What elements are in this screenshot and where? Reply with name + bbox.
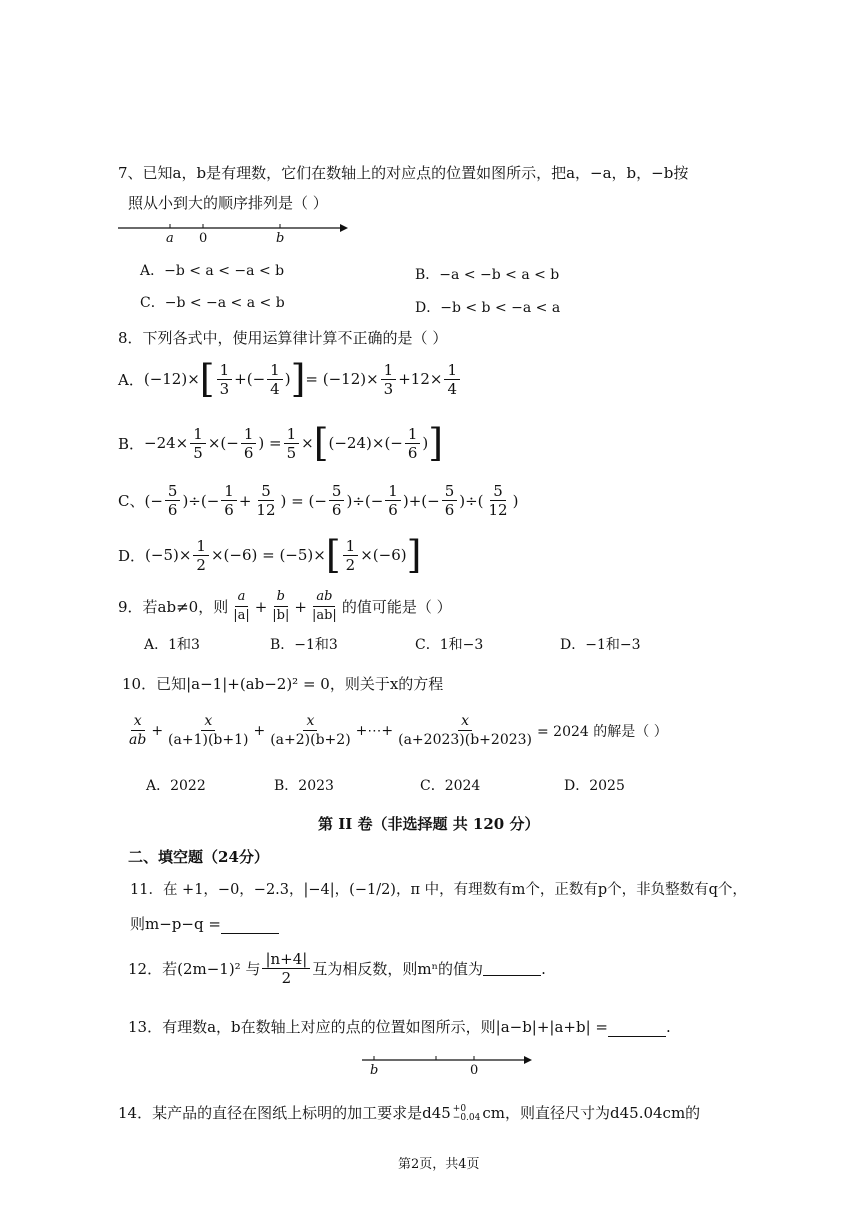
q8-label-b: B． xyxy=(118,434,145,453)
q10-option-c: C．2024 xyxy=(420,778,481,794)
q13-answer-blank[interactable] xyxy=(608,1022,666,1037)
part2-title: 第 II 卷（非选择题 共 120 分） xyxy=(318,815,540,833)
q7-label-0: 0 xyxy=(199,231,208,246)
q9-stem: 9．若ab≠0，则 $\frac{a}{|a|}$ + $\frac{b}{|b|}$ + $\frac{ab}{|ab|}$ 的值可能是（ ） xyxy=(118,589,452,623)
q9-option-c: C．1和−3 xyxy=(415,637,484,653)
q10-option-a: A．2022 xyxy=(146,778,206,794)
q9-option-b: B．−1和3 xyxy=(270,637,338,653)
q8-label-d: D． xyxy=(118,546,146,565)
q7-option-d: D．−b < b < −a < a xyxy=(415,300,561,316)
q12-stem: 12．若(2m−1)² 与 $\frac{|n+4|}{2}$ 互为相反数，则mⁿ的值为 . xyxy=(128,950,546,987)
q11-stem-line2 xyxy=(130,913,279,934)
q14-stem-text: 14．某产品的直径在图纸上标明的加工要求是d45 xyxy=(118,1104,451,1122)
q14-tolerance-lower: −0.04 xyxy=(452,1113,481,1123)
q7-option-a: A．−b < a < −a < b xyxy=(140,263,285,279)
q13-label-b: b xyxy=(370,1063,379,1078)
q11-answer-blank[interactable] xyxy=(221,919,279,934)
q8-option-c: C、 (− $\frac{5}{6}$ )÷(− $\frac{1}{6}$ + $\frac{5}{12}$ ) = (− $\frac{5}{6}$ )÷(− $\frac{1}{6}$ )+(− $\frac{5}{6}$ )÷( $\frac{5}{12}$ ) xyxy=(118,482,519,519)
q7-option-c: C．−b < −a < a < b xyxy=(140,295,285,311)
q7-label-a: a xyxy=(166,231,174,246)
q10-option-b: B．2023 xyxy=(274,778,334,794)
q13-stem: 13．有理数a，b在数轴上对应的点的位置如图所示，则|a−b|+|a+b| = . xyxy=(128,1018,671,1036)
q14-stem xyxy=(118,1102,700,1123)
q10-equation: $\frac{x}{ab}$ + $\frac{x}{(a+1)(b+1)}$ + $\frac{x}{(a+2)(b+2)}$ +⋯+ $\frac{x}{(a+2023)(b+2023)}$ = 2024 的解是（ ） xyxy=(129,713,668,748)
q13-stem-text: 13．有理数a，b在数轴上对应的点的位置如图所示，则|a−b|+|a+b| = xyxy=(128,1018,608,1036)
q13-axis-arrow xyxy=(524,1056,532,1064)
q7-label-b: b xyxy=(276,231,285,246)
q8-option-a: A． (−12)× [ $\frac{1}{3}$ +(− $\frac{1}{4}$ ) ] = (−12)× $\frac{1}{3}$ +12× $\frac{1}{4}$ xyxy=(118,360,462,398)
q14-stem-unit: cm，则直径尺寸为d45.04cm的 xyxy=(482,1104,701,1122)
q8-stem: 8．下列各式中，使用运算律计算不正确的是（ ） xyxy=(118,329,448,347)
q8-option-d: D． (−5)× $\frac{1}{2}$ ×(−6) = (−5)× [ $\frac{1}{2}$ ×(−6) ] xyxy=(118,533,422,577)
q12-stem-post: 互为相反数，则mⁿ的值为 xyxy=(312,960,484,978)
q8-option-b: B． −24× $\frac{1}{5}$ ×(− $\frac{1}{6}$ ) = $\frac{1}{5}$ × [ (−24)×(− $\frac{1}{6}$ ) ] xyxy=(118,421,444,465)
q13-label-0: 0 xyxy=(470,1063,479,1078)
q10-stem: 10．已知|a−1|+(ab−2)² = 0，则关于x的方程 xyxy=(122,675,444,693)
q10-equation-tail: = 2024 的解是（ ） xyxy=(537,723,668,740)
q9-stem-post: 的值可能是（ ） xyxy=(341,598,452,616)
q8-label-c: C、 xyxy=(118,492,145,510)
section2-heading: 二、填空题（24分） xyxy=(128,848,269,866)
q9-option-a: A．1和3 xyxy=(144,637,200,653)
q9-stem-pre: 9．若ab≠0，则 xyxy=(118,598,229,616)
q11-stem-line2-text: 则m−p−q = xyxy=(130,915,221,933)
page-footer: 第2页，共4页 xyxy=(398,1157,480,1172)
q7-option-b: B．−a < −b < a < b xyxy=(415,267,560,283)
q9-option-d: D．−1和−3 xyxy=(560,637,641,653)
q7-axis-arrow xyxy=(340,224,348,232)
q14-tolerance-upper: +0 xyxy=(452,1104,467,1114)
q7-number-line xyxy=(118,218,348,252)
q8-label-a: A． xyxy=(118,370,144,389)
q13-number-line xyxy=(362,1050,532,1070)
q12-answer-blank[interactable] xyxy=(483,961,541,976)
q12-stem-pre: 12．若(2m−1)² 与 xyxy=(128,960,261,978)
q7-stem-line1: 7、已知a，b是有理数，它们在数轴上的对应点的位置如图所示，把a，−a，b，−b按 xyxy=(118,164,689,182)
q7-stem-line2: 照从小到大的顺序排列是（ ） xyxy=(128,194,328,212)
q10-option-d: D．2025 xyxy=(564,778,625,794)
q11-stem-line1: 11．在 +1，−0，−2.3，|−4|，(−1/2)，π 中，有理数有m个，正数有p个，非负整数有q个， xyxy=(130,882,747,898)
